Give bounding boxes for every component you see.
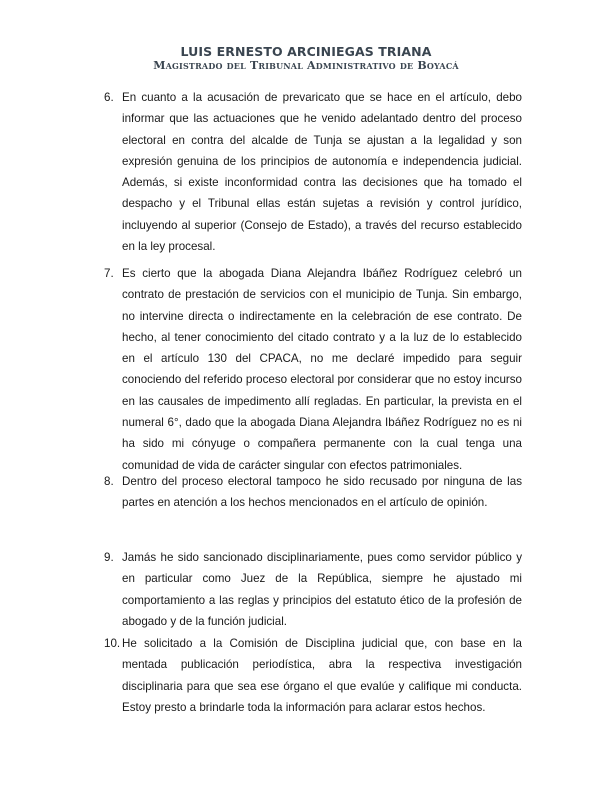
- item-text: He solicitado a la Comisión de Disciplina judicial que, con base en la mentada publicación periodística, abra la respectiva investigación disciplinaria para que sea ese órgano el que evalúe y califique mi conducta. Estoy presto a brindarle toda la información para aclarar estos hechos.: [122, 637, 522, 714]
- letterhead: [0, 44, 612, 73]
- list-item-9: [104, 547, 522, 632]
- list-item-6: [104, 87, 522, 257]
- item-text: Dentro del proceso electoral tampoco he sido recusado por ninguna de las partes en atención a los hechos mencionados en el artículo de opinión.: [122, 475, 522, 510]
- list-item-8: [104, 471, 522, 514]
- item-number: 8.: [104, 475, 114, 488]
- item-text: Es cierto que la abogada Diana Alejandra Ibáñez Rodríguez celebró un contrato de prestación de servicios con el municipio de Tunja. Sin embargo, no intervine directa o indirectamente en la celebración de ese contrato. De hecho, al tener conocimiento del citado contrato y a la luz de lo establecido en el artículo 130 del CPACA, no me declaré impedido para seguir conociendo del referido proceso electoral por considerar que no estoy incurso en las causales de impedimento allí regladas. En particular, la prevista en el numeral 6°, dado que la abogada Diana Alejandra Ibáñez Rodríguez no es ni ha sido mi cónyuge o compañera permanente con la cual tenga una comunidad de vida de carácter singular con efectos patrimoniales.: [122, 267, 522, 472]
- item-number: 10.: [104, 637, 121, 650]
- item-text: Jamás he sido sancionado disciplinariamente, pues como servidor público y en particular como Juez de la República, siempre he ajustado mi comportamiento a las reglas y principios del estatuto ético de la profesión de abogado y de la función judicial.: [122, 551, 522, 628]
- author-title: Magistrado del Tribunal Administrativo de Boyacá: [153, 59, 459, 72]
- item-number: 7.: [104, 267, 114, 280]
- author-name: LUIS ERNESTO ARCINIEGAS TRIANA: [180, 44, 432, 59]
- item-text: En cuanto a la acusación de prevaricato que se hace en el artículo, debo informar que las actuaciones que he venido adelantado dentro del proceso electoral en contra del alcalde de Tunja se ajustan a la legalidad y son expresión genuina de los principios de autonomía e independencia judicial. Además, si existe inconformidad contra las decisiones que ha tomado el despacho y el Tribunal ellas están sujetas a revisión y control jurídico, incluyendo al superior (Consejo de Estado), a través del recurso establecido en la ley procesal.: [122, 91, 522, 254]
- list-item-10: [104, 633, 522, 718]
- item-number: 6.: [104, 91, 114, 104]
- list-item-7: [104, 263, 522, 476]
- item-number: 9.: [104, 551, 114, 564]
